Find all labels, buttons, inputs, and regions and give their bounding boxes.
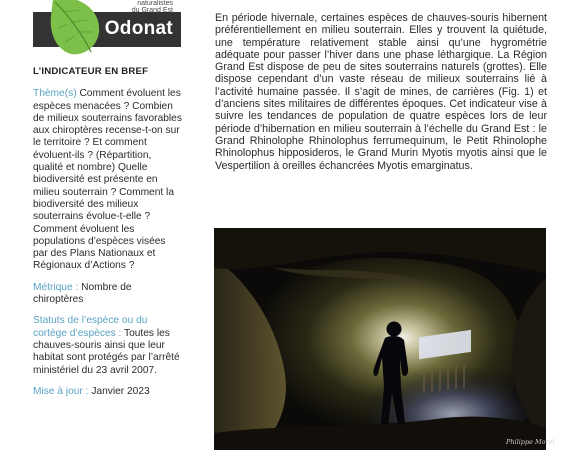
cave-illustration [214,228,555,450]
logo-tagline-line1: naturalistes [137,0,173,7]
update-label: Mise à jour [33,385,83,397]
indicator-summary [33,66,183,407]
update-colon: : [82,385,92,397]
status-colon: : [115,327,124,339]
intro-paragraph: En période hivernale, certaines espèces de chauves-souris hibernent préférentiellement en milieu souterrain. Elles y trouvent la quiétude, une température relativement stable ainsi qu’une hygrométrie adéquate pour passer l’hiver dans une phase léthargique. La Région Grand Est dispose de peu de sites souterrains naturels (grottes). Elle dispose cependant d’un vaste réseau de milieux souterrains lié à l’activité humaine passée. Il s’agit de mines, de carrières (Fig. 1) et d’anciens sites militaires de différentes époques. Cet indicateur vise à suivre les tendances de population de quatre espèces lors de leur période d’hibernation en milieu souterrain à l’échelle du Grand Est : le Grand Rhinolophe Rhinolophus ferrumequinum, le Petit Rhinolophe Rhinolophus hipposideros, le Grand Murin Myotis myotis ainsi que le Vespertilion à oreilles échancrées Myotis emarginatus. [215,12,547,172]
logo-tagline [103,0,173,14]
photo-signature: Philippe Morel [506,438,555,446]
theme-label: Thème(s) [33,88,77,100]
logo-tagline-line2: du Grand Est [131,7,173,14]
cave-photo [214,228,555,450]
status-text: Toutes les chauves-souris ainsi que leur habitat sont protégés par l’arrêté ministériel du 23 avril 2007. [33,327,180,376]
metric-block [33,282,183,307]
leaf-icon [47,0,105,58]
theme-text: Comment évoluent les espèces menacées ? Combien de milieux souterrains favorables aux chiroptères recense-t-on sur le territoire ? Et comment évoluent-ils ? (Répartition, qualité et nombre) Quelle biodiversité est présente en milieu souterrain ? Comment la biodiversité des milieux souterrains évolue-t-elle ? Comment évoluent les populations d’espèces visées par des Plans Nationaux et Régionaux d’Actions ? [33,88,182,272]
intro-text [215,12,547,172]
status-label: Statuts de l’espèce ou du cortège d’espèces [33,315,148,339]
update-block [33,386,183,398]
status-block [33,315,183,376]
theme-block [33,88,183,272]
odonat-logo [33,0,181,47]
update-text: Janvier 2023 [91,385,150,397]
metric-text: Nombre de chiroptères [33,281,132,306]
summary-heading: L’INDICATEUR EN BREF [33,66,149,77]
logo-brand: Odonat [104,18,173,39]
metric-label: Métrique [33,281,73,293]
metric-colon: : [72,281,82,293]
